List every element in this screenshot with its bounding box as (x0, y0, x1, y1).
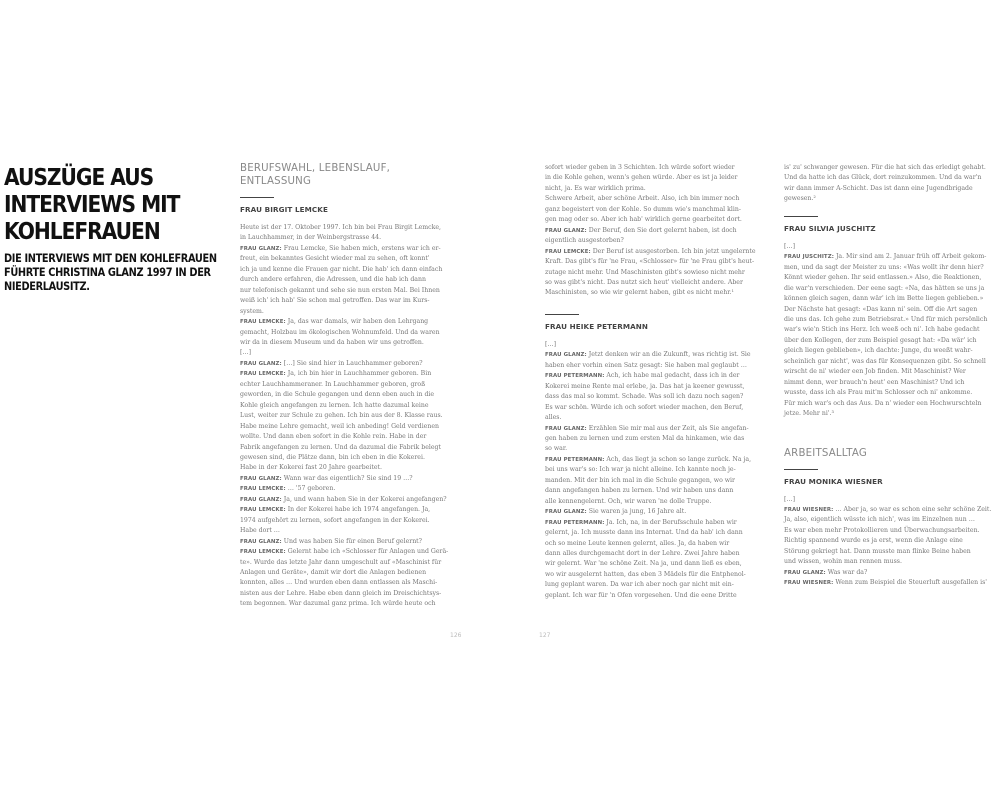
line-text: Lust, weiter zur Schule zu gehen. Ich bin aus der 8. Klasse raus. (240, 412, 443, 420)
dialogue-line (784, 252, 998, 262)
speaker-label: FRAU GLANZ: (240, 475, 282, 482)
interviewee-heading-lemcke: FRAU BIRGIT LEMCKE (240, 205, 328, 214)
text-line (545, 205, 765, 215)
text-line (545, 194, 765, 204)
text-line (545, 288, 765, 298)
line-text: och so meine Leute kennen gelernt, alles. Ja, da haben wir (545, 539, 730, 547)
line-text: Ach, ich habe mal gedacht, dass ich in der (604, 372, 740, 380)
text-line (784, 294, 998, 304)
text-line (545, 570, 765, 580)
text-line (240, 599, 458, 609)
line-text: geplant. Ich war für 'n Ofen vorgesehen. Und die eene Dritte (545, 591, 737, 599)
text-line (545, 549, 765, 559)
line-text: lung geplant waren. Da war ich aber noch gar nicht mit ein- (545, 581, 734, 589)
text-line (784, 242, 998, 252)
page-number-left: 126 (450, 632, 462, 639)
line-text: Gelernt habe ich «Schlosser für Anlagen und Gerä- (285, 548, 449, 556)
dialogue-line (545, 350, 765, 360)
line-text: Erzählen Sie mir mal aus der Zeit, als Sie angefan- (586, 424, 749, 432)
text-line (784, 273, 998, 283)
dialogue-line (545, 424, 765, 434)
text-line (784, 346, 998, 356)
line-text: zutage nicht mehr. Und Maschinisten gibt's sowieso nicht mehr (545, 268, 745, 276)
line-text: können gleich sagen, dann wär' ich im Bette liegen geblieben.» (784, 295, 984, 303)
line-text: Für mich war's och das Aus. Da n' wieder een Hochwurschteln (784, 399, 982, 407)
line-text: gen mag oder so. Aber ich hab' wirklich gerne gearbeitet dort. (545, 216, 742, 224)
text-line (784, 409, 998, 419)
text-line (784, 184, 998, 194)
line-text: Wann war das eigentlich? Sie sind 19 …? (281, 474, 413, 482)
subtitle-line-2: FÜHRTE CHRISTINA GLANZ 1997 IN DER (4, 265, 211, 279)
text-line (545, 486, 765, 496)
line-text: die uns das. Ich gehe zum Betriebsrat.» Und für mich persönlich (784, 315, 988, 323)
line-text: Maschinisten, so wie wir gelernt haben, gibt es nicht mehr.¹ (545, 289, 734, 297)
text-line (784, 557, 998, 567)
speaker-label: FRAU GLANZ: (545, 425, 587, 432)
dialogue-line (545, 518, 765, 528)
text-line (784, 526, 998, 536)
speaker-label: FRAU GLANZ: (240, 538, 282, 545)
dialogue-line (240, 359, 458, 369)
text-line (545, 236, 765, 246)
interview-column-2 (545, 163, 765, 601)
line-text: ich ja und kenne die Frauen gar nicht. Die hab' ich dann einfach (240, 265, 443, 273)
line-text: konnten, alles … Und wurden eben dann entlassen als Maschi- (240, 579, 438, 587)
speaker-label: FRAU PETERMANN: (545, 456, 605, 463)
text-line (784, 263, 998, 273)
text-line (240, 390, 458, 400)
dialogue-line (240, 244, 458, 254)
line-text: wollte. Und dann eben sofort in die Kohle rein. Habe in der (240, 433, 427, 441)
text-line (240, 307, 458, 317)
line-text: wusste, dass ich als Frau mit'm Schlosser och ni' ankomme. (784, 389, 973, 397)
line-text: Kohle gleich angefangen zu lernen. Ich hatte dazumal keine (240, 401, 429, 409)
text-line (545, 465, 765, 475)
text-line (240, 265, 458, 275)
dialogue-line (240, 317, 458, 327)
line-text: […] Sie sind hier in Lauchhammer geboren? (281, 359, 423, 367)
text-line (240, 328, 458, 338)
text-line (240, 568, 458, 578)
line-text: Es war schön. Würde ich och sofort wieder machen, den Beruf, (545, 403, 744, 411)
line-text: gen haben zu lernen und zum ersten Mal da hinkamen, wie das (545, 434, 745, 442)
section-heading-career: BERUFSWAHL, LEBENSLAUF, ENTLASSUNG (240, 163, 391, 187)
line-text: manden. Mit der bin ich mal in die Schule gegangen, wo wir (545, 476, 735, 484)
text-line (545, 382, 765, 392)
speaker-label: FRAU LEMCKE: (240, 549, 286, 556)
subtitle-line-1: DIE INTERVIEWS MIT DEN KOHLEFRAUEN (4, 251, 217, 265)
article-subtitle (4, 251, 217, 293)
subtitle-line-3: NIEDERLAUSITZ. (4, 279, 90, 293)
article-title (4, 163, 180, 245)
line-text: eigentlich ausgestorben? (545, 237, 624, 245)
speaker-label: FRAU GLANZ: (240, 360, 282, 367)
dialogue-line (545, 226, 765, 236)
text-line (240, 380, 458, 390)
text-line (545, 591, 765, 601)
line-text: Ja. Ich, na, in der Berufsschule haben wir (604, 518, 737, 526)
line-text: Wenn zum Beispiel die Steuerluft ausgefallen is' (833, 579, 987, 587)
speaker-label: FRAU LEMCKE: (240, 319, 286, 326)
line-text: Habe dort … (240, 527, 280, 535)
line-text: Der Nächste hat gesagt: «Das kann ni' sein. Off die Art sagen (784, 305, 978, 313)
text-line (240, 578, 458, 588)
speaker-label: FRAU GLANZ: (545, 352, 587, 359)
text-line (545, 476, 765, 486)
line-text: alles. (545, 414, 562, 422)
title-line-1: AUSZÜGE AUS (4, 163, 154, 191)
text-line (545, 173, 765, 183)
text-line (784, 547, 998, 557)
dialogue-line (545, 371, 765, 381)
text-line (240, 558, 458, 568)
line-text: Der Beruf, den Sie dort gelernt haben, ist doch (586, 226, 737, 234)
line-text: dann alles durchgemacht dort in der Lehre. Zwei Jahre haben (545, 549, 740, 557)
line-text: Jetzt denken wir an die Zukunft, was richtig ist. Sie (586, 351, 751, 359)
speaker-label: FRAU GLANZ: (240, 245, 282, 252)
text-line (784, 515, 998, 525)
text-line (545, 163, 765, 173)
text-line (240, 516, 458, 526)
line-text: Heute ist der 17. Oktober 1997. Ich bin bei Frau Birgit Lemcke, (240, 224, 441, 231)
line-text: Frau Lemcke, Sie haben mich, erstens war ich er- (281, 244, 441, 252)
interview-text (784, 242, 998, 420)
line-text: haben eher vorhin einen Satz gesagt: Sie haben mal geglaubt … (545, 361, 747, 369)
text-line (545, 580, 765, 590)
interview-text (545, 340, 765, 601)
text-line (545, 268, 765, 278)
line-text: jetze. Mehr ni'.³ (784, 410, 834, 418)
line-text: […] (784, 242, 796, 250)
line-text: war's wie'n Stich ins Herz. Ich weeß och ni'. Ich habe gedacht (784, 326, 980, 334)
interviewee-heading-wiesner: FRAU MONIKA WIESNER (784, 476, 883, 486)
line-text: freut, ein bekanntes Gesicht wieder mal zu sehen, oft konnt' (240, 255, 430, 263)
dialogue-line (545, 507, 765, 517)
line-text: wir da in diesem Museum und da haben wir uns getroffen. (240, 338, 424, 346)
section-heading-work-routine: ARBEITSALLTAG (784, 447, 867, 459)
line-text: men, und da sagt der Meister zu uns: «Was wollt ihr denn hier? (784, 263, 984, 271)
dialogue-line (240, 505, 458, 515)
line-text: Es war eben mehr Protokollieren und Überwachungsarbeiten. (784, 526, 980, 534)
text-line (784, 163, 998, 173)
text-line (240, 223, 458, 233)
line-text: Schwere Arbeit, aber schöne Arbeit. Also, ich bin immer noch (545, 195, 740, 203)
dialogue-line (784, 568, 998, 578)
line-text: gewesen sind, die Plätze dann, bin ich eben in die Kokerei. (240, 453, 425, 461)
interviewee-heading-petermann: FRAU HEIKE PETERMANN (545, 321, 648, 331)
line-text: Störung gekriegt hat. Dann musste man flinke Beine haben (784, 547, 971, 555)
line-text: wir dann immer A-Schicht. Das ist dann eine Jugendbrigade (784, 184, 973, 192)
line-text: dass das mal so kommt. Schade. Was soll ich dazu noch sagen? (545, 393, 744, 401)
text-line (240, 453, 458, 463)
text-line (545, 403, 765, 413)
line-text: Kokerei meine Rente mal erlebe, ja. Das hat ja keener gewusst, (545, 382, 745, 390)
line-text: Richtig spannend wurde es ja erst, wenn die Anlage eine (784, 537, 963, 545)
line-text: 1974 aufgehört zu lernen, sofort angefangen in der Kokerei. (240, 516, 430, 524)
line-text: Sie waren ja jung, 16 Jahre alt. (586, 508, 687, 516)
line-text: echter Lauchhammeraner. In Lauchhammer geboren, groß (240, 380, 426, 388)
text-line (240, 526, 458, 536)
text-line (240, 589, 458, 599)
text-line (784, 284, 998, 294)
text-line (240, 286, 458, 296)
line-text: so war. (545, 445, 568, 453)
line-text: nicht, ja. Es war wirklich prima. (545, 184, 646, 192)
text-line (784, 357, 998, 367)
text-line (545, 215, 765, 225)
line-text: Fabrik angefangen zu lernen. Und da dazumal die Fabrik belegt (240, 443, 441, 451)
dialogue-line (240, 369, 458, 379)
text-line (545, 434, 765, 444)
dialogue-line (545, 247, 765, 257)
line-text: tem begonnen. War dazumal ganz prima. Ich würde heute och (240, 600, 436, 608)
text-line (240, 275, 458, 285)
speaker-label: FRAU WIESNER: (784, 506, 834, 513)
speaker-label: FRAU GLANZ: (784, 569, 826, 576)
text-line (240, 463, 458, 473)
title-line-2: INTERVIEWS MIT (4, 190, 180, 218)
text-line (545, 444, 765, 454)
dialogue-line (784, 505, 998, 515)
section-divider (545, 314, 579, 315)
speaker-label: FRAU LEMCKE: (240, 507, 286, 514)
line-text: Ach, das liegt ja schon so lange zurück. Na ja, (604, 455, 752, 463)
text-line (240, 432, 458, 442)
line-text: die war'n verschieden. Der eene sagt: «Na, das hätten se uns ja (784, 284, 985, 292)
text-line (545, 539, 765, 549)
line-text: so was gibt's nicht. Das nutzt sich heut' vielleicht andere. Aber (545, 278, 743, 286)
line-text: in Lauchhammer, in der Weinbergstrasse 44. (240, 234, 382, 242)
line-text: Habe in der Kokerei fast 20 Jahre gearbeitet. (240, 464, 382, 472)
line-text: in die Kohle gehen, wenn's gehen würde. Aber es ist ja leider (545, 174, 738, 182)
section-divider (784, 216, 818, 217)
line-text: über den Kollegen, der zum Beispiel gesagt hat: «Da wär' ich (784, 336, 977, 344)
line-text: ganz begeistert von der Kohle. So dumm wie's manchmal klin- (545, 205, 741, 213)
line-text: Der Beruf ist ausgestorben. Ich bin jetzt ungelernte (590, 247, 756, 255)
text-line (784, 536, 998, 546)
line-text: Könnt wieder gehen. Ihr seid entlassen.» Also, die Reaktionen, (784, 274, 982, 282)
speaker-label: FRAU LEMCKE: (240, 371, 286, 378)
text-line (784, 367, 998, 377)
text-line (784, 495, 998, 505)
line-text: wirscht de ni' wieder een Job finden. Mit Maschinist? Wer (784, 368, 966, 376)
line-text: Und was haben Sie für einen Beruf gelernt? (281, 537, 422, 545)
text-line (240, 443, 458, 453)
line-text: nur telefonisch gekannt und sehe sie nun ersten Mal. Bei Ihnen (240, 286, 440, 294)
line-text: geworden, in die Schule gegangen und denn eben auch in die (240, 391, 435, 399)
text-line (240, 401, 458, 411)
speaker-label: FRAU LEMCKE: (240, 486, 286, 493)
line-text: […] (545, 340, 557, 348)
speaker-label: FRAU WIESNER: (784, 580, 834, 587)
line-text: Kraft. Das gibt's für 'ne Frau, «Schlosser» für 'ne Frau gibt's heut- (545, 258, 755, 266)
interview-text (784, 495, 998, 589)
text-line (240, 338, 458, 348)
text-line (784, 173, 998, 183)
line-text: wir gelernt. War 'ne schöne Zeit. Na ja, und dann ließ es eben, (545, 560, 742, 568)
dialogue-line (240, 484, 458, 494)
line-text: Ja, also, eigentlich wüsste ich nich', was im Einzelnen nun … (784, 516, 975, 524)
interviewee-heading-juschitz: FRAU SILVIA JUSCHITZ (784, 223, 876, 233)
line-text: gemacht, Holzbau im ökologischen Wohnumfeld. Und da waren (240, 328, 440, 336)
line-text: alle kennengelernt. Och, wir waren 'ne dolle Truppe. (545, 497, 712, 505)
line-text: nisten aus der Lehre. Habe eben dann gleich im Dreischichtsys- (240, 589, 442, 597)
text-line (784, 388, 998, 398)
section-divider (240, 197, 274, 198)
line-text: te». Wurde das letzte Jahr dann umgeschult auf «Maschinist für (240, 558, 442, 566)
text-line (545, 413, 765, 423)
dialogue-line (240, 474, 458, 484)
text-line (545, 278, 765, 288)
line-text: Anlagen und Geräte», damit wir dort die Anlagen bedienen (240, 568, 427, 576)
title-line-3: KOHLEFRAUEN (4, 217, 160, 245)
dialogue-line (545, 455, 765, 465)
line-text: wo wir ausgelernt hatten, das eben 3 Mädels für die Entphenol- (545, 570, 746, 578)
text-line (545, 497, 765, 507)
speaker-label: FRAU GLANZ: (240, 496, 282, 503)
line-text: bei uns war's so: Ich war ja nicht alleine. Ich kannte noch je- (545, 466, 736, 474)
text-line (545, 559, 765, 569)
section-divider (784, 469, 818, 470)
line-text: durch andere erfahren, die Adressen, und die hab ich dann (240, 276, 426, 284)
dialogue-line (240, 537, 458, 547)
line-text: Habe meine Lehre gemacht, weil ich anbeding! Geld verdienen (240, 422, 439, 430)
text-line (784, 399, 998, 409)
line-text: gleich liegen geblieben», ich dachte: Junge, du weeßt wahr- (784, 347, 973, 355)
speaker-label: FRAU LEMCKE: (545, 248, 591, 255)
interview-column-1 (240, 162, 458, 610)
interview-column-3 (784, 163, 998, 589)
text-line (240, 254, 458, 264)
interview-text (240, 223, 458, 610)
text-line (784, 305, 998, 315)
line-text: Ja, ich bin hier in Lauchhammer geboren. Bin (285, 370, 432, 378)
speaker-label: FRAU JUSCHITZ: (784, 254, 834, 261)
line-text: und wissen, wohin man rennen muss. (784, 558, 902, 566)
dialogue-line (240, 495, 458, 505)
line-text: Ja, und wann haben Sie in der Kokerei angefangen? (281, 495, 447, 503)
text-line (545, 340, 765, 350)
text-line (784, 336, 998, 346)
speaker-label: FRAU GLANZ: (545, 227, 587, 234)
line-text: sofort wieder geben in 3 Schichten. Ich würde sofort wieder (545, 164, 735, 171)
dialogue-line (784, 578, 998, 588)
text-line (545, 184, 765, 194)
page-number-right: 127 (539, 632, 551, 639)
line-text: gewesen.² (784, 195, 816, 203)
text-line (784, 315, 998, 325)
text-line (240, 411, 458, 421)
line-text: … '57 geboren. (285, 485, 336, 493)
line-text: Was war da? (825, 568, 868, 576)
line-text: […] (784, 495, 796, 503)
text-line (784, 194, 998, 204)
text-line (784, 378, 998, 388)
line-text: Ja, das war damals, wir haben den Lehrgang (285, 318, 429, 326)
line-text: weiß ich' ich hab' Sie schon mal getroffen. Das war im Kurs- (240, 297, 430, 305)
line-text: […] (240, 349, 252, 357)
text-line (545, 528, 765, 538)
dialogue-line (240, 547, 458, 557)
speaker-label: FRAU PETERMANN: (545, 519, 605, 526)
text-line (545, 257, 765, 267)
speaker-label: FRAU PETERMANN: (545, 373, 605, 380)
text-line (545, 392, 765, 402)
text-line (240, 233, 458, 243)
line-text: Ja. Mir sind am 2. Januar früh off Arbeit gekom- (833, 253, 987, 261)
text-line (240, 296, 458, 306)
line-text: dann angefangen haben zu lernen. Und wir haben uns dann (545, 487, 734, 495)
text-line (240, 422, 458, 432)
interview-text (784, 163, 998, 205)
line-text: In der Kokerei habe ich 1974 angefangen. Ja, (285, 506, 431, 514)
line-text: is' zu' schwanger gewesen. Für die hat sich das erledigt gehabt. (784, 164, 986, 171)
speaker-label: FRAU GLANZ: (545, 509, 587, 516)
line-text: nimmt denn, wer brauch'n heut' een Maschinist? Und ich (784, 378, 965, 386)
line-text: Und da hatte ich das Glück, dort reinzukommen. Und da war'n (784, 174, 982, 182)
interview-text (545, 163, 765, 299)
text-line (545, 361, 765, 371)
line-text: … Aber ja, so war es schon eine sehr schöne Zeit. (833, 505, 992, 513)
line-text: scheinlich gar nicht', was das für Konsequenzen gibt. So schnell (784, 357, 986, 365)
text-line (784, 325, 998, 335)
line-text: system. (240, 307, 264, 315)
text-line (240, 348, 458, 358)
line-text: gelernt, ja. Ich musste dann ins Internat. Und da hab' ich dann (545, 529, 743, 537)
